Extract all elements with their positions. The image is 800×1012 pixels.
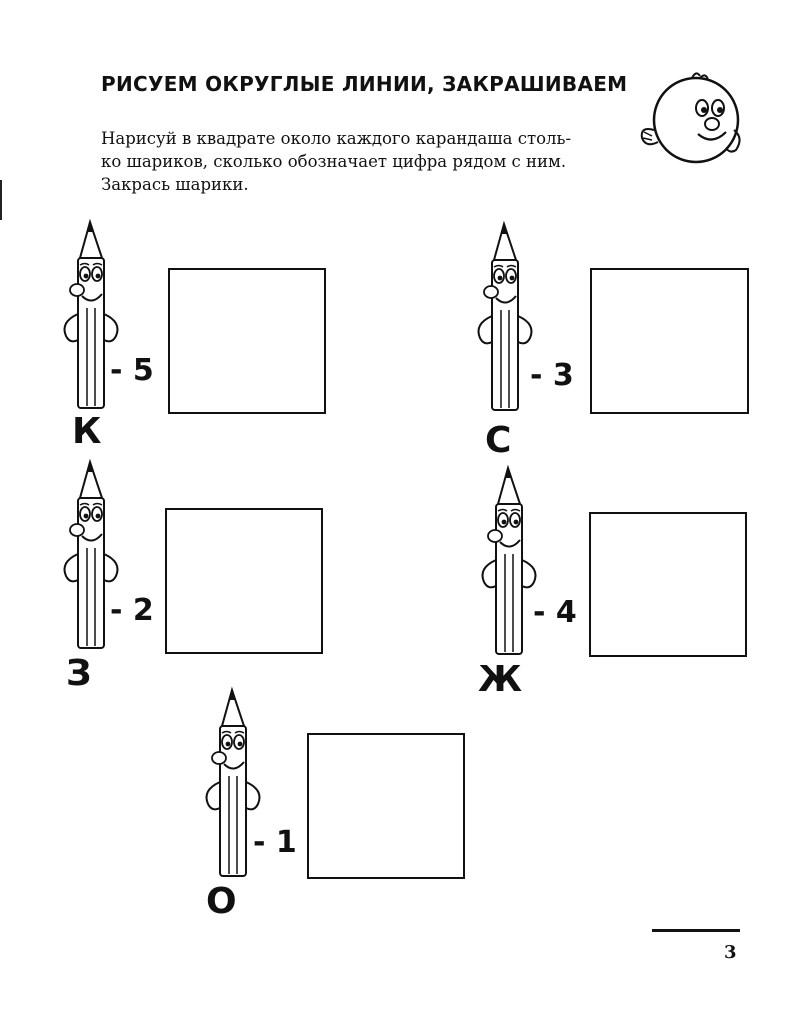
task-digit-5: - 5: [110, 353, 154, 388]
task-digit-2: - 2: [110, 593, 154, 628]
task-letter-zh: Ж: [478, 659, 523, 700]
task-letter-k: К: [72, 411, 102, 452]
instructions-line-1: Нарисуй в квадрате около каждого карандаша столь-: [101, 129, 572, 148]
pencil-character-icon: [466, 464, 556, 664]
pencil-character-icon: [48, 218, 138, 418]
smiling-ball-face-icon: [636, 68, 746, 168]
task-digit-4: - 4: [533, 595, 577, 630]
answer-box[interactable]: [307, 733, 465, 879]
answer-box[interactable]: [590, 268, 749, 414]
answer-box[interactable]: [165, 508, 323, 654]
task-digit-3: - 3: [530, 358, 574, 393]
instructions-line-3: Закрась шарики.: [101, 175, 249, 194]
answer-box[interactable]: [168, 268, 326, 414]
page-title: РИСУЕМ ОКРУГЛЫЕ ЛИНИИ, ЗАКРАШИВАЕМ: [101, 72, 628, 96]
task-letter-o: О: [206, 881, 237, 922]
page-edge-mark: [0, 180, 2, 220]
task-letter-z: З: [66, 653, 92, 694]
pencil-character-icon: [48, 458, 138, 658]
task-digit-1: - 1: [253, 825, 297, 860]
answer-box[interactable]: [589, 512, 747, 657]
instructions-text: [101, 127, 646, 196]
task-letter-s: С: [485, 420, 512, 461]
instructions-line-2: ко шариков, сколько обозначает цифра рядом с ним.: [101, 152, 567, 171]
footer-rule: [652, 929, 740, 932]
page-number: 3: [724, 942, 737, 963]
